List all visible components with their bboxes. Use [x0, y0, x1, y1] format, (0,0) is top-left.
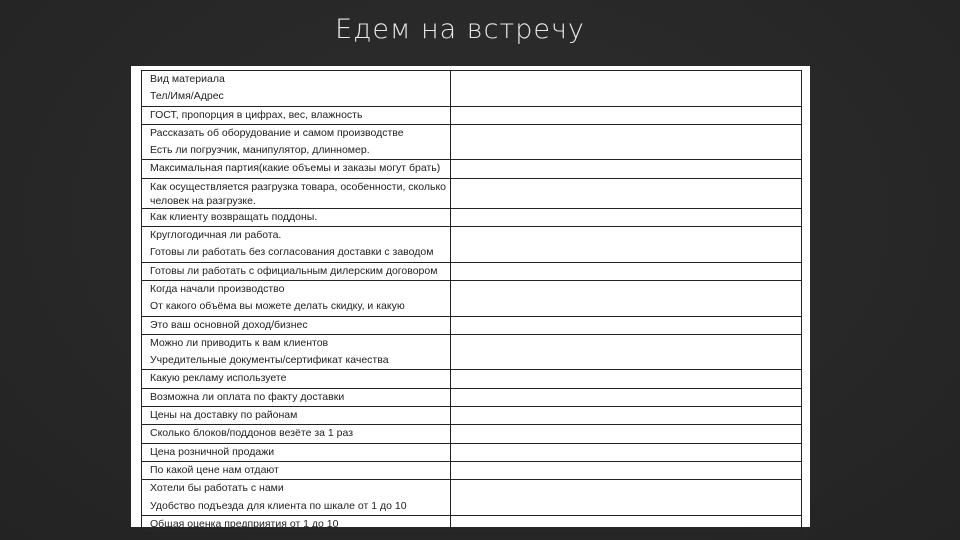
answer-cell[interactable] [451, 425, 802, 443]
table-row [142, 208, 802, 226]
question-cell [142, 515, 451, 533]
answer-cell[interactable] [451, 208, 802, 226]
answer-cell[interactable] [451, 480, 802, 516]
question-cell [142, 443, 451, 461]
answer-cell[interactable] [451, 461, 802, 479]
question-text: Сколько блоков/поддонов везёте за 1 раз [150, 427, 354, 440]
table-row [142, 262, 802, 280]
slide-title: Едем на встречу [335, 14, 585, 45]
question-cell [142, 461, 451, 479]
question-text: По какой цене нам отдают [150, 463, 279, 476]
answer-cell[interactable] [451, 388, 802, 406]
question-cell [142, 388, 451, 406]
question-text: Как осуществляется разгрузка товара, особенности, сколько человек на разгрузке. [150, 180, 447, 207]
table-row [142, 160, 802, 178]
question-text: ГОСТ, пропорция в цифрах, вес, влажность [150, 108, 363, 121]
table-row [142, 178, 802, 208]
table-row [142, 480, 802, 516]
answer-cell[interactable] [451, 227, 802, 263]
question-cell [142, 316, 451, 334]
answer-cell[interactable] [451, 262, 802, 280]
question-text: Это ваш основной доход/бизнес [150, 318, 308, 331]
question-text: Какую рекламу используете [150, 372, 287, 385]
table-row [142, 316, 802, 334]
question-cell [142, 208, 451, 226]
question-text: Общая оценка предприятия от 1 до 10 [150, 517, 339, 530]
question-cell [142, 262, 451, 280]
question-cell [142, 334, 451, 370]
question-cell [142, 370, 451, 388]
answer-cell[interactable] [451, 334, 802, 370]
question-text: Когда начали производство [150, 282, 285, 295]
question-text: Удобство подъезда для клиента по шкале от 1 до 10 [150, 499, 407, 512]
question-cell [142, 71, 451, 107]
answer-cell[interactable] [451, 370, 802, 388]
question-text: Готовы ли работать без согласования доставки с заводом [150, 246, 434, 259]
question-cell [142, 280, 451, 316]
table-row [142, 71, 802, 107]
question-cell [142, 124, 451, 160]
question-text: От какого объёма вы можете делать скидку, и какую [150, 300, 405, 313]
question-cell [142, 160, 451, 178]
answer-cell[interactable] [451, 178, 802, 208]
questionnaire-table [141, 70, 802, 534]
answer-cell[interactable] [451, 316, 802, 334]
answer-cell[interactable] [451, 407, 802, 425]
answer-cell[interactable] [451, 124, 802, 160]
answer-cell[interactable] [451, 71, 802, 107]
table-row [142, 388, 802, 406]
question-text: Можно ли приводить к вам клиентов [150, 336, 329, 349]
table-row [142, 461, 802, 479]
table-row [142, 106, 802, 124]
table-row [142, 425, 802, 443]
question-text: Тел/Имя/Адрес [150, 90, 224, 103]
answer-cell[interactable] [451, 160, 802, 178]
question-text: Круглогодичная ли работа. [150, 229, 282, 242]
question-text: Учредительные документы/сертификат качества [150, 354, 389, 367]
question-text: Вид материала [150, 73, 225, 85]
table-row [142, 124, 802, 160]
question-cell [142, 480, 451, 516]
table-row [142, 370, 802, 388]
question-cell [142, 227, 451, 263]
table-row [142, 515, 802, 533]
question-cell [142, 106, 451, 124]
table-row [142, 227, 802, 263]
answer-cell[interactable] [451, 443, 802, 461]
table-row [142, 443, 802, 461]
question-text: Максимальная партия(какие объемы и заказы могут брать) [150, 162, 441, 175]
question-text: Готовы ли работать с официальным дилерским договором [150, 264, 438, 277]
question-cell [142, 425, 451, 443]
question-text: Возможна ли оплата по факту доставки [150, 390, 345, 403]
question-text: Хотели бы работать с нами [150, 482, 284, 495]
question-cell [142, 407, 451, 425]
table-row [142, 334, 802, 370]
table-row [142, 407, 802, 425]
question-text: Цены на доставку по районам [150, 409, 298, 422]
answer-cell[interactable] [451, 515, 802, 533]
answer-cell[interactable] [451, 280, 802, 316]
question-text: Рассказать об оборудование и самом производстве [150, 126, 404, 139]
question-text: Как клиенту возвращать поддоны. [150, 210, 318, 223]
answer-cell[interactable] [451, 106, 802, 124]
question-text: Есть ли погрузчик, манипулятор, длинномер. [150, 144, 370, 157]
table-row [142, 280, 802, 316]
question-text: Цена розничной продажи [150, 445, 275, 458]
question-cell [142, 178, 451, 208]
questionnaire-sheet [131, 66, 810, 530]
